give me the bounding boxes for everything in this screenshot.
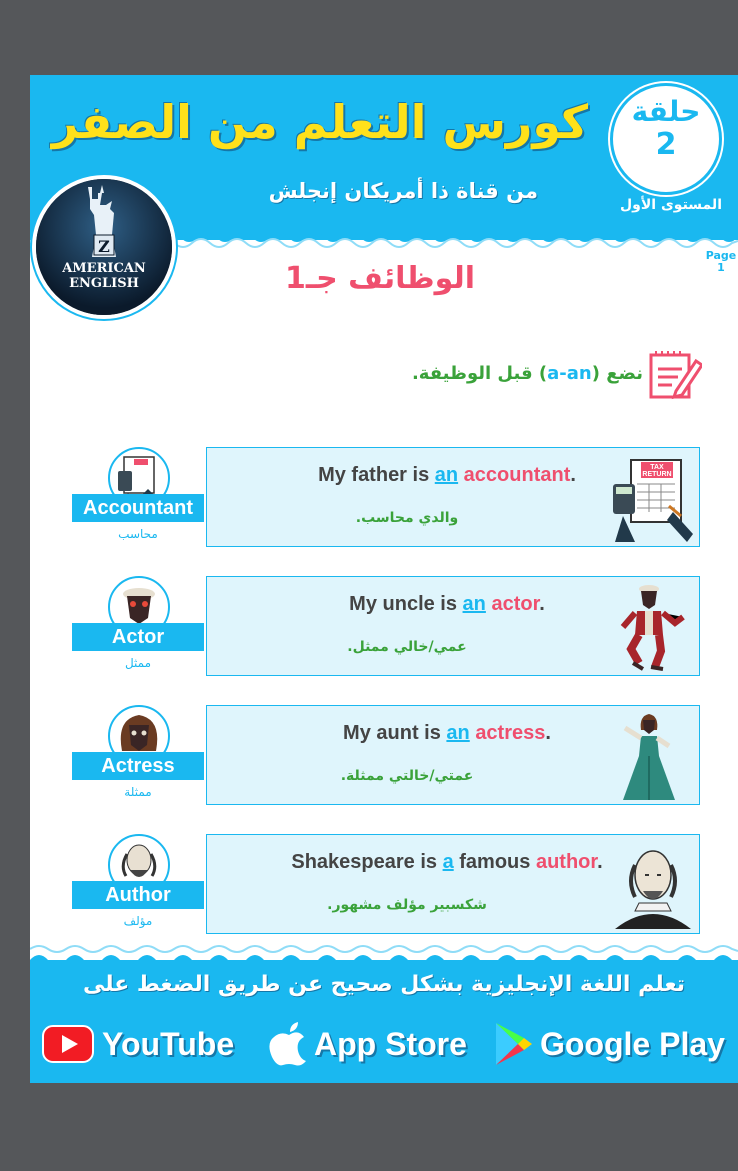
job-label-actor: Actor — [72, 623, 204, 651]
actress-illustration — [609, 712, 695, 800]
sentence-card-actor — [206, 576, 700, 676]
article-word: an — [434, 464, 459, 486]
arabic-translation: عمي/خالي ممثل. — [347, 639, 467, 655]
accountant-illustration — [609, 454, 695, 542]
logo-letter: Z — [98, 237, 110, 256]
shakespeare-illustration — [609, 841, 695, 929]
youtube-label: YouTube — [102, 1025, 235, 1062]
job-word: actor — [491, 593, 540, 615]
job-label-author: Author — [72, 881, 204, 909]
google-play-icon — [492, 1021, 534, 1067]
footer-wave-divider — [30, 941, 738, 971]
footer-cta-text: تعلم اللغة الإنجليزية بشكل صحيح عن طريق الضغط على — [82, 972, 686, 997]
arabic-translation: شكسبير مؤلف مشهور. — [327, 897, 487, 913]
sentence-end: . — [545, 722, 551, 744]
article-word: an — [446, 722, 470, 744]
job-word: actress — [475, 722, 546, 744]
actor-illustration — [609, 583, 695, 671]
job-word: author — [535, 851, 598, 873]
note-highlight: a-an — [547, 363, 592, 384]
course-title: كورس التعلم من الصفر — [51, 95, 588, 149]
page-label: Page — [705, 249, 737, 262]
sentence-start: Shakespeare is — [291, 851, 443, 873]
statue-of-liberty-icon — [36, 179, 172, 315]
grammar-note — [412, 363, 643, 384]
sentence-start: My uncle is — [349, 593, 463, 615]
note-after: ) قبل الوظيفة. — [411, 363, 548, 384]
apple-icon — [268, 1021, 310, 1067]
sentence-start: My aunt is — [343, 722, 447, 744]
job-label-actress: Actress — [72, 752, 204, 780]
footer-banner — [30, 960, 738, 1083]
job-label-ar-actor: ممثل — [124, 656, 152, 670]
job-label-accountant: Accountant — [72, 494, 204, 522]
job-word: accountant — [463, 464, 571, 486]
sentence-card-author — [206, 834, 700, 934]
sentence-card-accountant — [206, 447, 700, 547]
channel-logo — [32, 175, 176, 319]
logo-text-english: ENGLISH — [69, 276, 139, 291]
google-play-label: Google Play — [540, 1025, 725, 1062]
job-label-ar-author: مؤلف — [123, 914, 153, 928]
page-number: 1 — [717, 261, 725, 274]
channel-subtitle: من قناة ذا أمريكان إنجلش — [268, 179, 538, 203]
page-indicator — [704, 250, 738, 274]
episode-badge — [610, 83, 722, 195]
tax-text-2: RETURN — [642, 471, 672, 478]
sentence-card-actress — [206, 705, 700, 805]
episode-number: 2 — [655, 127, 677, 162]
arabic-translation: والدي محاسب. — [355, 510, 459, 526]
sentence-end: . — [597, 851, 603, 873]
app-store-link[interactable] — [268, 1020, 467, 1068]
sentence-end: . — [539, 593, 545, 615]
job-label-ar-accountant: محاسب — [118, 527, 158, 541]
sentence-start: My father is — [318, 464, 435, 486]
logo-text-american: AMERICAN — [62, 261, 146, 276]
app-store-label: App Store — [314, 1025, 467, 1062]
level-label: المستوى الأول — [620, 197, 722, 213]
episode-word: حلقة — [631, 95, 701, 128]
article-word: an — [462, 593, 486, 615]
adjective-word: famous — [459, 851, 536, 873]
article-word: a — [442, 851, 454, 873]
note-pencil-icon — [648, 349, 702, 401]
note-before: نضع ( — [591, 363, 643, 384]
lesson-page — [30, 75, 738, 1083]
section-title: الوظائف جـ1 — [284, 261, 476, 296]
job-label-ar-actress: ممثلة — [124, 785, 152, 799]
arabic-translation: عمتي/خالتي ممثلة. — [340, 768, 474, 784]
sentence-end: . — [570, 464, 576, 486]
youtube-link[interactable] — [42, 1020, 234, 1068]
google-play-link[interactable] — [492, 1020, 725, 1068]
tax-text-1: TAX — [650, 464, 664, 471]
youtube-icon — [42, 1025, 94, 1063]
